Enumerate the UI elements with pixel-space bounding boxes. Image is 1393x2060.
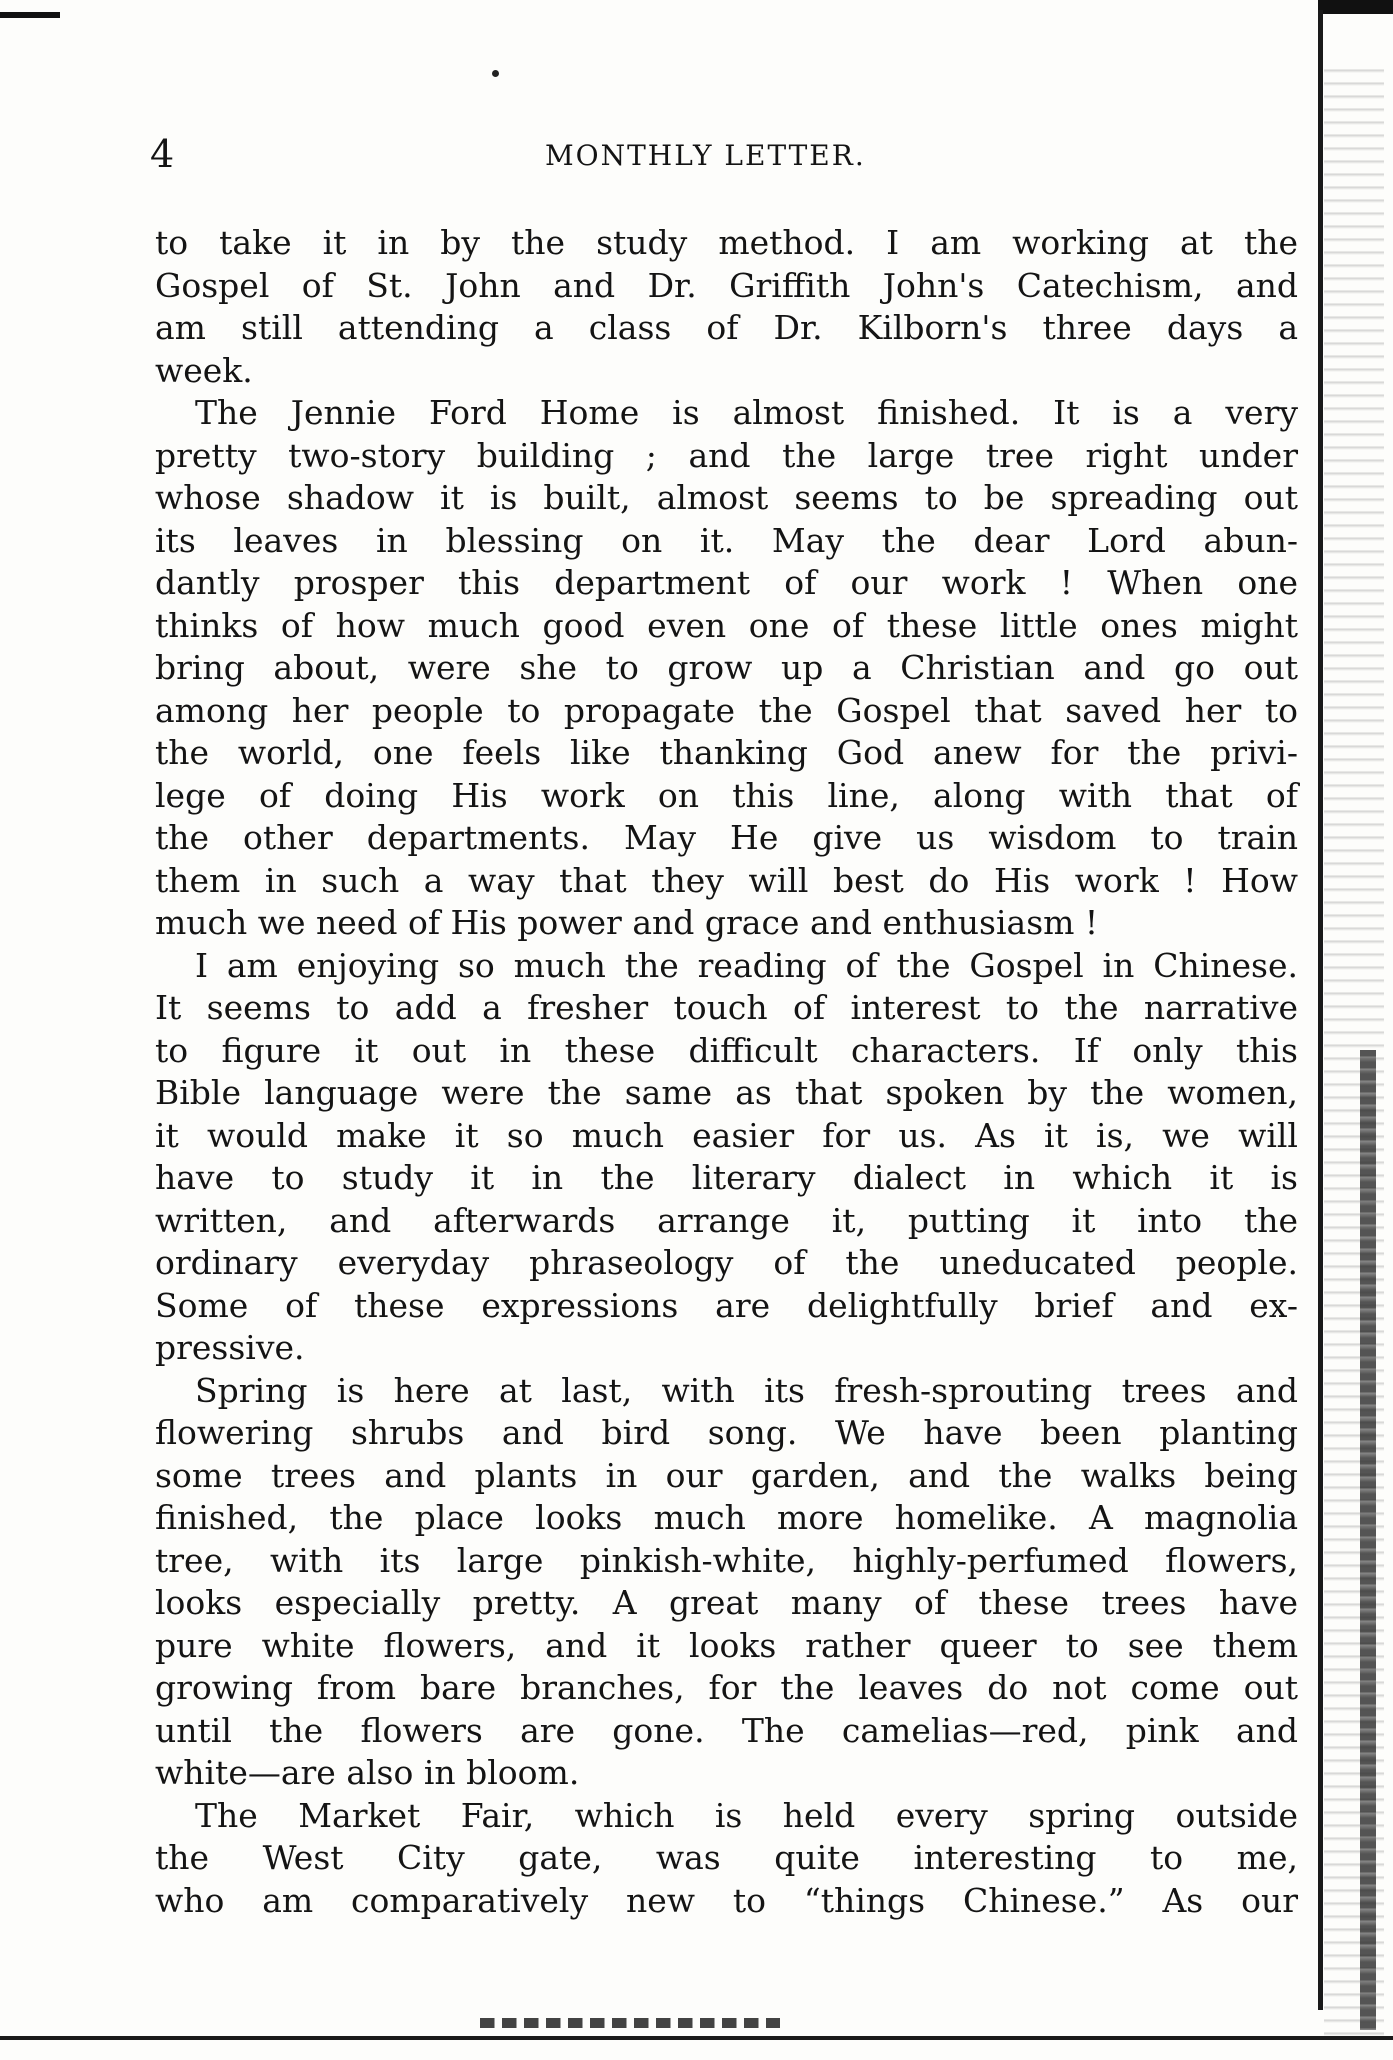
text-line: pressive.	[155, 1328, 305, 1367]
page-header	[150, 130, 1300, 180]
text-line: until the flowers are gone. The camelias—red, pink and	[155, 1710, 1298, 1750]
text-line: finished, the place looks much more homelike. A magnolia	[155, 1498, 1298, 1537]
running-head-title: MONTHLY LETTER.	[545, 139, 866, 172]
text-line: lege of doing His work on this line, along with that of	[155, 775, 1298, 815]
text-line: Some of these expressions are delightfully brief and ex-	[155, 1285, 1298, 1325]
scan-artifact-top-left	[0, 12, 60, 18]
text-line: dantly prosper this department of our work ! When one	[155, 563, 1298, 602]
text-line: to take it in by the study method. I am working at the	[155, 223, 1298, 262]
paragraph-first-line: The Jennie Ford Home is almost finished. It is a very	[195, 393, 1298, 432]
text-line: pure white flowers, and it looks rather queer to see them	[155, 1625, 1298, 1665]
paragraph-first-line: Spring is here at last, with its fresh-sprouting trees and	[195, 1370, 1298, 1410]
page-number: 4	[150, 132, 175, 176]
text-line: them in such a way that they will best do His work ! How	[155, 860, 1298, 900]
text-line: ordinary everyday phraseology of the uneducated people.	[155, 1243, 1298, 1282]
text-line: pretty two-story building ; and the large tree right under	[155, 435, 1298, 475]
text-line: am still attending a class of Dr. Kilborn's three days a	[155, 308, 1298, 347]
text-line: it would make it so much easier for us. As it is, we will	[155, 1115, 1298, 1155]
scan-artifact-bottom	[480, 2018, 780, 2028]
text-line: its leaves in blessing on it. May the dear Lord abun-	[155, 520, 1298, 560]
ink-speck	[492, 70, 499, 77]
text-line: thinks of how much good even one of these little ones might	[155, 605, 1298, 645]
text-line: to figure it out in these difficult characters. If only this	[155, 1030, 1298, 1070]
text-line: have to study it in the literary dialect in which it is	[155, 1158, 1298, 1197]
page-right-edge	[1318, 10, 1323, 2010]
text-line: much we need of His power and grace and enthusiasm !	[155, 903, 1099, 942]
text-line: bring about, were she to grow up a Christian and go out	[155, 648, 1298, 687]
text-line: the West City gate, was quite interesting to me,	[155, 1838, 1298, 1877]
text-line: tree, with its large pinkish-white, highly-perfumed flowers,	[155, 1540, 1298, 1580]
page-bottom-edge	[0, 2036, 1393, 2040]
body-text	[155, 222, 1298, 1922]
text-line: looks especially pretty. A great many of these trees have	[155, 1583, 1298, 1622]
text-line: flowering shrubs and bird song. We have been planting	[155, 1413, 1298, 1452]
text-line: It seems to add a fresher touch of interest to the narrative	[155, 988, 1298, 1027]
scan-artifact-top-right	[1318, 0, 1393, 14]
text-line: whose shadow it is built, almost seems to be spreading out	[155, 478, 1298, 517]
text-line: among her people to propagate the Gospel that saved her to	[155, 690, 1298, 730]
text-line: Gospel of St. John and Dr. Griffith John's Catechism, and	[155, 265, 1298, 305]
text-line: Bible language were the same as that spoken by the women,	[155, 1073, 1298, 1112]
text-line: growing from bare branches, for the leaves do not come out	[155, 1668, 1298, 1707]
text-line: some trees and plants in our garden, and the walks being	[155, 1455, 1298, 1495]
paragraph-first-line: The Market Fair, which is held every spring outside	[195, 1795, 1298, 1835]
text-line: week.	[155, 350, 253, 390]
text-line: white—are also in bloom.	[155, 1753, 580, 1792]
paragraph-first-line: I am enjoying so much the reading of the Gospel in Chinese.	[195, 945, 1298, 985]
page-binding-shadow	[1360, 1050, 1376, 2030]
text-line: written, and afterwards arrange it, putting it into the	[155, 1200, 1298, 1240]
text-line: the world, one feels like thanking God anew for the privi-	[155, 733, 1298, 772]
text-line: who am comparatively new to “things Chinese.” As our	[155, 1880, 1298, 1920]
text-line: the other departments. May He give us wisdom to train	[155, 818, 1298, 857]
